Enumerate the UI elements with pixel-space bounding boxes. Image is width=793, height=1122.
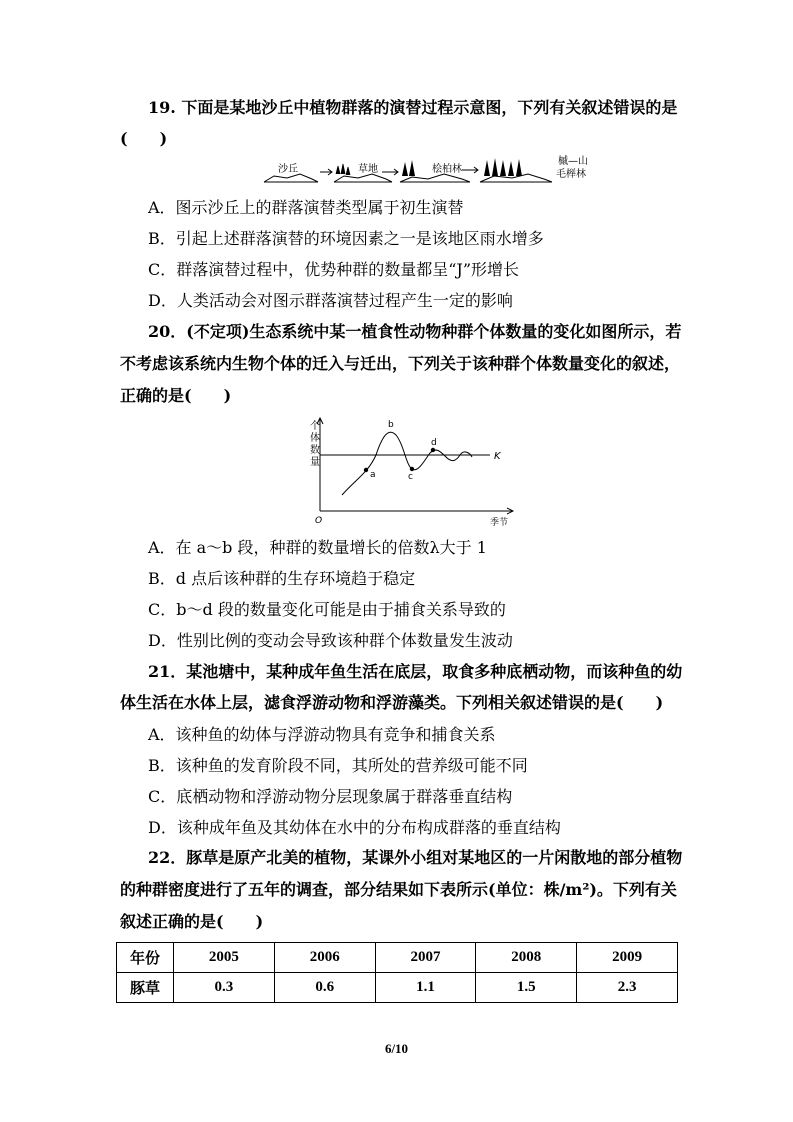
q20-option-a: A．在 a～b 段，种群的数量增长的倍数λ大于 1 (148, 538, 487, 557)
page-number: 6/10 (384, 1041, 409, 1056)
table-row (117, 943, 678, 973)
table-value: 0.3 (174, 973, 275, 1003)
q20-stem-line-1: 20．(不定项)生态系统中某一植食性动物种群个体数量的变化如图所示，若 (148, 322, 682, 341)
ylabel-char-4: 量 (310, 457, 320, 468)
q19-option-b: B．引起上述群落演替的环境因素之一是该地区雨水增多 (148, 229, 544, 248)
table-value: 2.3 (577, 973, 678, 1003)
k-label: K (494, 451, 501, 462)
ylabel-char-2: 体 (310, 433, 320, 444)
q19-stem-line-2: ( ) (120, 129, 168, 148)
q19-option-c: C．群落演替过程中，优势种群的数量都呈“J”形增长 (148, 260, 520, 279)
q21-option-b: B．该种鱼的发育阶段不同，其所处的营养级可能不同 (148, 756, 528, 775)
q20-option-d: D．性别比例的变动会导致该种群个体数量发生波动 (148, 631, 513, 650)
q19-option-d: D．人类活动会对图示群落演替过程产生一定的影响 (148, 291, 513, 310)
q21-option-a: A．该种鱼的幼体与浮游动物具有竞争和捕食关系 (148, 725, 496, 744)
point-a-label: a (370, 470, 376, 480)
table-year: 2007 (375, 943, 476, 973)
stage4-label-2: 毛榉林 (556, 169, 586, 180)
forest-icon (484, 158, 522, 176)
q19-stem-line-1: 19. 下面是某地沙丘中植物群落的演替过程示意图，下列有关叙述错误的是 (148, 98, 678, 117)
table-year: 2008 (476, 943, 577, 973)
point-c-label: c (408, 472, 413, 482)
q22-stem-line-3: 叙述正确的是( ) (120, 912, 264, 931)
origin-label: O (315, 516, 323, 526)
table-value: 1.1 (375, 973, 476, 1003)
table-row (117, 973, 678, 1003)
q21-stem-line-2: 体生活在水体上层，滤食浮游动物和浮游藻类。下列相关叙述错误的是( ) (120, 693, 664, 712)
q20-stem-line-3: 正确的是( ) (120, 386, 232, 405)
table-value: 0.6 (274, 973, 375, 1003)
q20-option-c: C．b～d 段的数量变化可能是由于捕食关系导致的 (148, 600, 506, 619)
grass-icon (336, 164, 350, 175)
point-d (431, 448, 435, 452)
q21-stem-line-1: 21．某池塘中，某种成年鱼生活在底层，取食多种底栖动物，而该种鱼的幼 (148, 662, 683, 681)
stage3-label: 桧柏林 (432, 164, 462, 175)
point-a (364, 468, 368, 472)
table-year: 2009 (577, 943, 678, 973)
stage4-label-1: 槭—山 (558, 156, 588, 167)
stage2-label: 草地 (358, 164, 378, 175)
q22-stem-line-1: 22．豚草是原产北美的植物，某课外小组对某地区的一片闲散地的部分植物 (148, 848, 683, 867)
point-c (410, 467, 414, 471)
q21-option-c: C．底栖动物和浮游动物分层现象属于群落垂直结构 (148, 787, 513, 806)
conifer-icon (402, 160, 415, 176)
population-curve (342, 432, 472, 495)
q21-option-d: D．该种成年鱼及其幼体在水中的分布构成群落的垂直结构 (148, 818, 561, 837)
q20-option-b: B．d 点后该种群的生存环境趋于稳定 (148, 569, 416, 588)
q19-succession-diagram (262, 152, 592, 188)
q20-stem-line-2: 不考虑该系统内生物个体的迁入与迁出，下列关于该种群个体数量变化的叙述， (120, 354, 681, 373)
q19-option-a: A．图示沙丘上的群落演替类型属于初生演替 (148, 198, 464, 217)
table-year: 2006 (274, 943, 375, 973)
table-value: 1.5 (476, 973, 577, 1003)
point-d-label: d (431, 438, 437, 448)
stage1-label: 沙丘 (278, 164, 298, 175)
xlabel: 季节 (490, 518, 509, 528)
q20-population-graph (300, 415, 530, 530)
table-header-label: 年份 (117, 943, 174, 973)
density-table (116, 942, 678, 1003)
table-row-label: 豚草 (117, 973, 174, 1003)
point-b-label: b (388, 420, 394, 430)
ylabel-char-3: 数 (310, 445, 320, 456)
q22-stem-line-2: 的种群密度进行了五年的调查，部分结果如下表所示(单位：株/m²)。下列有关 (120, 880, 677, 899)
arrow-icon (462, 167, 478, 173)
arrow-icon (320, 169, 332, 175)
ylabel-char-1: 个 (310, 421, 320, 432)
table-year: 2005 (174, 943, 275, 973)
arrow-icon (382, 169, 398, 175)
